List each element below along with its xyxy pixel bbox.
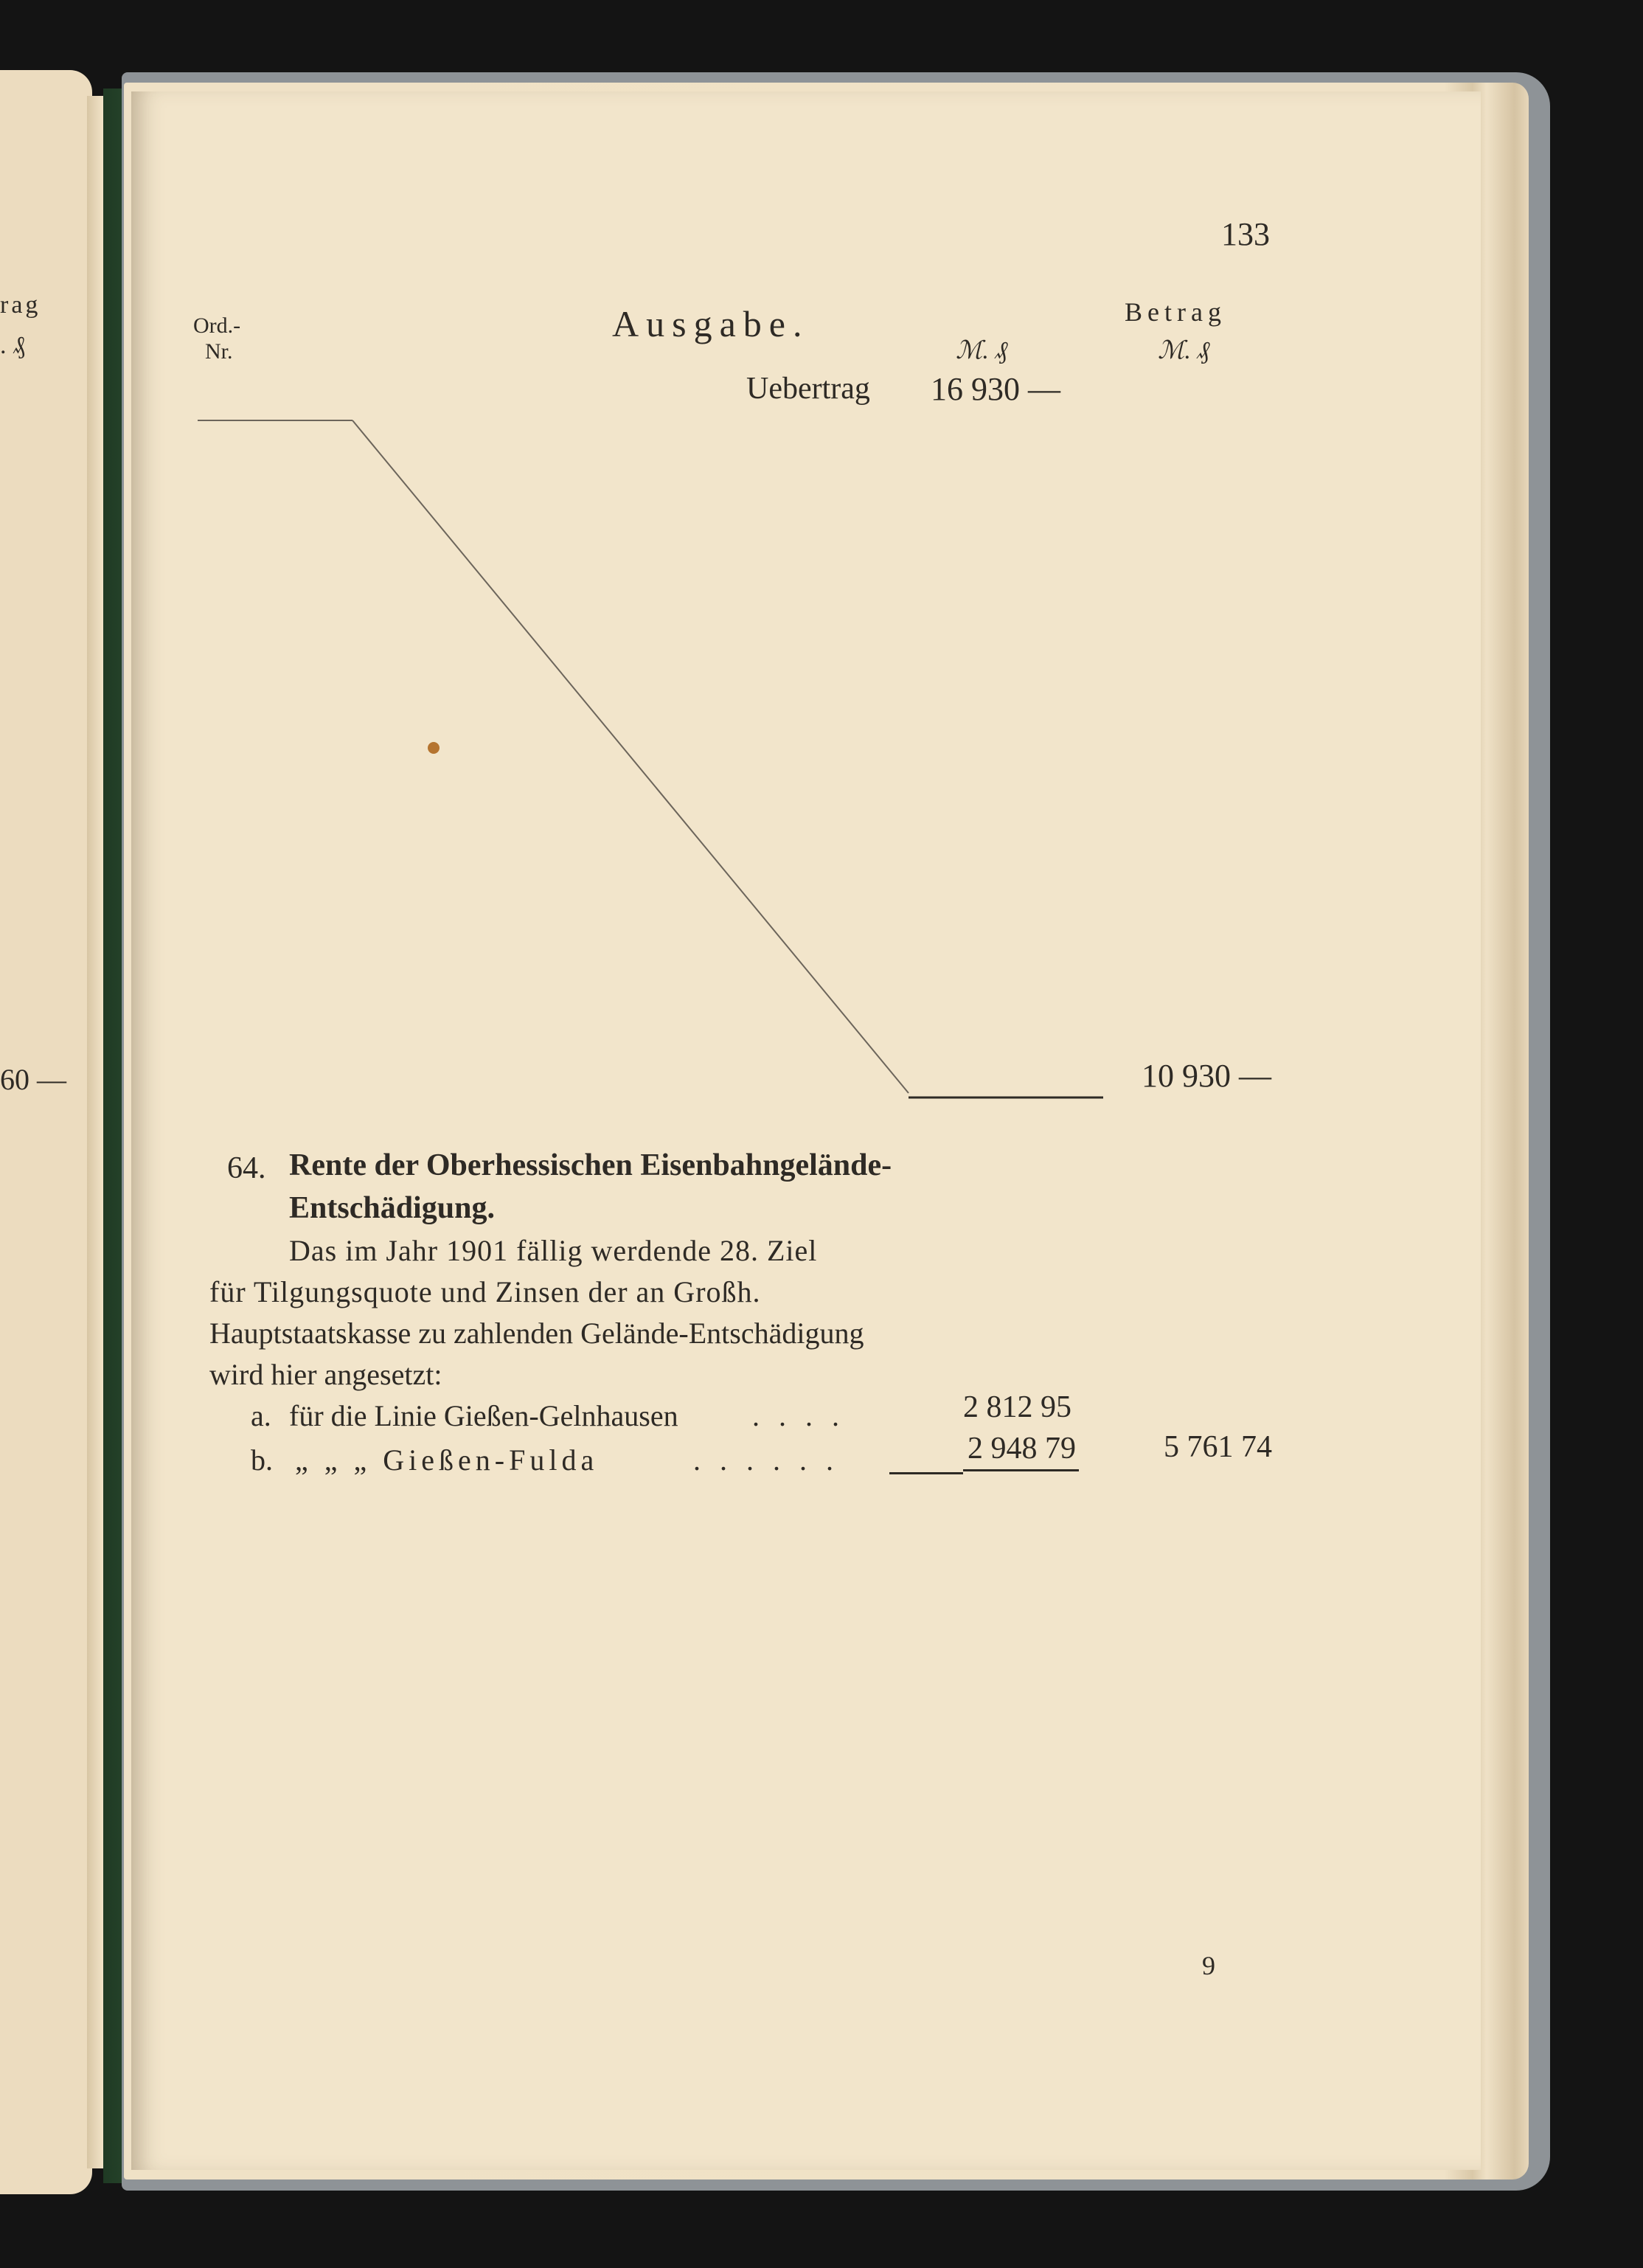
header-total-title: Betrag bbox=[1125, 297, 1226, 327]
header-total-unit: ℳ. ₰ bbox=[1158, 337, 1210, 364]
header-nr-line2: Nr. bbox=[205, 339, 233, 364]
header-title: Ausgabe. bbox=[612, 303, 810, 344]
ink-spot bbox=[428, 742, 440, 754]
entry-b-dots: . . . . . . bbox=[693, 1443, 839, 1477]
page-number: 133 bbox=[1221, 216, 1270, 252]
item-body-line-1: Das im Jahr 1901 fällig werdende 28. Ziel bbox=[289, 1234, 818, 1267]
entry-a-letter: a. bbox=[251, 1399, 271, 1432]
signature-mark: 9 bbox=[1202, 1951, 1215, 1980]
item-body-line-3: Hauptstaatskasse zu zahlenden Gelände-Entschädigung bbox=[209, 1317, 864, 1350]
item-number: 64. bbox=[227, 1151, 266, 1185]
header-amount-unit: ℳ. ₰ bbox=[956, 337, 1008, 364]
entry-b-amount: 2 948 79 bbox=[963, 1431, 1079, 1471]
item-body-line-2: für Tilgungsquote und Zinsen der an Großh. bbox=[209, 1275, 761, 1308]
left-page-fragment-amount: 60 — bbox=[0, 1063, 66, 1096]
carryover-amount: 16 930 — bbox=[931, 371, 1060, 407]
carryover-label: Uebertrag bbox=[746, 372, 870, 406]
entry-a-dots: . . . . bbox=[752, 1399, 845, 1432]
item-total: 5 761 74 bbox=[1164, 1430, 1272, 1464]
header-nr-line1: Ord.- bbox=[193, 313, 241, 338]
entry-a-label: für die Linie Gießen-Gelnhausen bbox=[289, 1399, 678, 1432]
item-title-line2: Entschädigung. bbox=[289, 1191, 495, 1225]
left-page-fragment-sub: . ₰ bbox=[0, 332, 25, 359]
entry-b-label: „ „ „ Gießen-Fulda bbox=[295, 1443, 599, 1477]
blank-line-diagonal bbox=[352, 420, 909, 1093]
entry-a-amount: 2 812 95 bbox=[963, 1390, 1071, 1424]
left-page-fragment-top: rag bbox=[0, 291, 41, 319]
entry-b-letter: b. bbox=[251, 1443, 273, 1477]
entry-b-rule bbox=[889, 1472, 963, 1474]
item-title-line1: Rente der Oberhessischen Eisenbahngelände- bbox=[289, 1148, 892, 1182]
subtotal-amount: 10 930 — bbox=[1142, 1058, 1271, 1094]
item-body-line-4: wird hier angesetzt: bbox=[209, 1358, 442, 1391]
